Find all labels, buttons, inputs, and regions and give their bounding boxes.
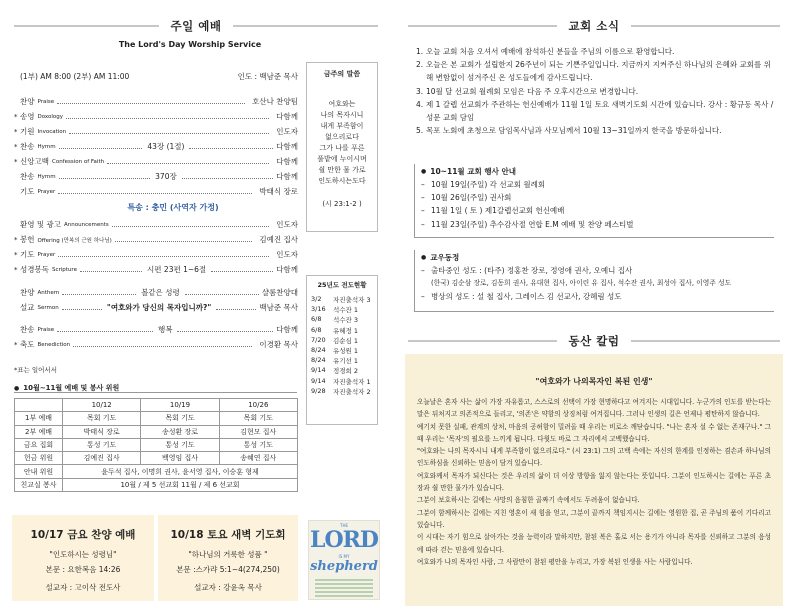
evangelism-row: 3/16 석수잔 1 bbox=[311, 305, 359, 315]
evangelism-row: 6/8 석수잔 3 bbox=[311, 315, 359, 325]
order-item: 찬송 Hymm 370장 다함께 bbox=[20, 172, 299, 181]
member-news-box bbox=[414, 250, 774, 312]
saturday-theme: "하나님의 거룩한 성품 " bbox=[188, 550, 268, 559]
event-item: – 10월 19일(주일) 각 선교회 월례회 bbox=[421, 180, 546, 189]
news-item: 4. 제 1 갈렙 선교회가 주관하는 헌신예배가 11월 1일 토요 새벽기도회 시간에 있습니다. 강사 : 황규동 목사 / 성문 교회 담임 bbox=[416, 99, 774, 123]
evangelism-row: 3/2 자진출석자 3 bbox=[311, 295, 371, 304]
order-item: * 축도 Benediction 이경환 목사 bbox=[14, 340, 298, 349]
preacher-label: 인도 : 백남준 목사 bbox=[237, 72, 298, 81]
order-item: * 기원 Invocation 인도자 bbox=[14, 127, 298, 136]
order-item: * 기도 Prayer 인도자 bbox=[14, 250, 298, 259]
image-text: THE bbox=[340, 523, 348, 528]
evangelism-row: 9/14 자진출석자 1 bbox=[311, 376, 371, 386]
column-header bbox=[408, 333, 780, 349]
saturday-text: 본문 :스가랴 5:1~4(274,250) bbox=[176, 565, 280, 574]
news-item: 3. 10월 달 선교회 월례회 모임은 다음 주 오후시간으로 변경합니다. bbox=[416, 86, 639, 96]
evangelism-row: 7/20 김순심 1 bbox=[311, 335, 359, 345]
duty-heading: ● 10월~11월 예배 및 봉사 위원 bbox=[14, 383, 119, 393]
saturday-prayer-box bbox=[158, 515, 298, 601]
service-times: (1부) AM 8:00 (2부) AM 11:00 bbox=[20, 72, 130, 81]
lord-shepherd-image bbox=[308, 520, 380, 600]
divider bbox=[631, 340, 780, 342]
evangelism-row: 8/24 유기선 1 bbox=[311, 356, 359, 366]
divider bbox=[14, 25, 159, 27]
image-text: shepherd bbox=[310, 559, 378, 574]
image-text: IS MY bbox=[338, 554, 350, 559]
saturday-title: 10/18 토요 새벽 기도회 bbox=[170, 529, 286, 541]
order-item: * 신앙고백 Confession of Faith 다함께 bbox=[14, 157, 298, 166]
table-row: 안내 위원 윤두석 집사, 이명희 권사, 윤서영 집사, 이승훈 형제 bbox=[15, 465, 298, 478]
table-row: 헌금 위원 김예진 집사 백영임 집사 송혜연 집사 bbox=[15, 452, 298, 465]
news-item: 5. 목포 노회에 초청으로 담임목사님과 사모님께서 10월 13~31일까지 한국을 방문하십니다. bbox=[416, 126, 722, 136]
member-news-heading: ● 교우동정 bbox=[421, 252, 460, 262]
order-item: 찬양 Praise 호산나 찬양팀 bbox=[20, 97, 298, 106]
worship-title: 주일 예배 bbox=[170, 19, 222, 33]
divider bbox=[14, 392, 297, 393]
events-heading: ● 10~11월 교회 행사 안내 bbox=[421, 166, 516, 176]
member-news-item: (한국) 김순삼 장로, 김동희 권사, 유대현 집사, 아이린 유 집사, 석수잔 권사, 최성아 집사, 이영주 성도 bbox=[431, 279, 732, 288]
bullet-icon: ● bbox=[14, 384, 20, 392]
weekly-verse-text: 여호와는 나의 목자시니 내게 부족함이 없으리로다 그가 나를 푸른 풀밭에 누이시며 쉴 만한 물 가로 인도하시는도다 bbox=[317, 100, 367, 185]
special-song: 특송 : 충민 (사역자 가정) bbox=[127, 203, 219, 212]
evangelism-title: 25년도 전도현황 bbox=[317, 281, 367, 289]
order-item: * 찬송 Hymm 43장 (1절) 다함께 bbox=[14, 142, 298, 151]
event-item: – 11월 23일(주일) 추수감사절 연합 E.M 예배 및 찬양 페스티벌 bbox=[421, 219, 634, 229]
order-item: 환영 및 광고 Announcements 인도자 bbox=[20, 220, 298, 229]
friday-service-box bbox=[12, 515, 154, 601]
divider bbox=[233, 25, 378, 27]
news-list bbox=[416, 45, 776, 137]
friday-theme: "인도하시는 성령님" bbox=[49, 550, 117, 559]
evangelism-row: 8/24 유성원 1 bbox=[311, 345, 359, 355]
friday-speaker: 설교자 : 고이삭 전도사 bbox=[45, 583, 121, 592]
order-item: * 송영 Doxology 다함께 bbox=[14, 112, 298, 121]
image-text: LORD bbox=[310, 527, 378, 553]
evangelism-row: 9/14 정경희 2 bbox=[311, 366, 359, 376]
column-body: 오늘날은 혼자 사는 삶이 가장 자유롭고, 스스로의 선택이 가장 현명하다고 여겨지는 시대입니다. 누군가의 인도를 받는다는 말은 뒤처지고 의존적으로 들리고, '의존'은 약함의 상징처럼 여겨집니다. 그러나 인생의 길은 언제나 평탄하지 않습니다. 예기치 못한 실패, 관계의 상처, 마음의 공허함이 밀려올 때 우리는 비로소 깨닫습니다. "나는 혼자 설 수 없는 존재구나." 그때 우리는 '목자'의 필요를 느끼게 됩니다. 다윗도 바로 그 자리에서 고백했습니다. "여호와는 나의 목자시니 내게 부족함이 없으리로다." (시 23:1) 그의 고백 속에는 자신의 한계를 인정하는 겸손과 하나님의 인도하심을 신뢰하는 믿음이 담겨 있습니다. 여호와께서 목자가 되신다는 것은 우리의 삶이 더 이상 방향을 잃지 않는다는 뜻입니다. 그분이 인도하시는 길에는 푸른 초장과 쉴 만한 물가가 있습니다. 그분이 보호하시는 길에는 사망의 음침한 골짜기 속에서도 두려움이 없습니다. 그분이 함께하시는 길에는 지친 영혼이 새 힘을 얻고, 그분이 끝까지 책임지시는 길에는 영원한 집, 곧 주님의 품이 기다리고 있습니다. 이 시대는 자기 힘으로 살아가는 것을 능력이라 말하지만, 참된 복은 홀로 서는 용기가 아니라 목자를 신뢰하고 그분의 음성에 따라 걷는 믿음에 있습니다. 여호와가 나의 목자인 사람, 그 사람만이 참된 평안을 누리고, 가장 복된 인생을 사는 사람입니다. bbox=[417, 398, 771, 566]
member-news-item: – 출타중인 성도 : (타주) 정홍찬 장로, 정영애 권사, 오예니 집사 bbox=[421, 266, 633, 275]
order-item: 찬송 Praise 행복 다함께 bbox=[20, 325, 299, 334]
events-box bbox=[414, 164, 774, 238]
friday-title: 10/17 금요 찬양 예배 bbox=[30, 529, 136, 541]
friday-text: 본문 : 요한복음 14:26 bbox=[45, 565, 121, 574]
table-row: 금요 집회 통성 기도 통성 기도 통성 기도 bbox=[15, 438, 298, 451]
order-item: 설교 Sermon "여호와가 당신의 목자입니까?" 백남준 목사 bbox=[20, 303, 298, 312]
bullet-icon: ● bbox=[421, 167, 427, 175]
column-title: 동산 칼럼 bbox=[568, 334, 620, 348]
saturday-speaker: 설교자 : 강윤옥 목사 bbox=[194, 583, 262, 592]
duty-table bbox=[14, 398, 298, 492]
weekly-verse-box bbox=[306, 62, 378, 232]
table-header-row: 10/12 10/19 10/26 bbox=[15, 399, 298, 412]
table-row: 친교실 봉사 10월 / 제 5 선교회 11월 / 제 6 선교회 bbox=[15, 478, 298, 491]
divider bbox=[631, 25, 780, 27]
news-header bbox=[408, 18, 780, 34]
worship-header bbox=[14, 18, 378, 34]
order-item: * 봉헌 Offering (만복의 근원 하나님) 김예진 집사 bbox=[14, 235, 298, 244]
member-news-item: – 병상의 성도 : 설 철 집사, 그레이스 김 선교사, 강혜림 성도 bbox=[421, 292, 622, 302]
event-item: – 10월 26일(주일) 권사회 bbox=[421, 193, 512, 203]
worship-subtitle: The Lord's Day Worship Service bbox=[118, 40, 262, 49]
news-item: 1. 오늘 교회 처음 오셔서 예배에 참석하신 분들을 주님의 이름으로 환영합니다. bbox=[416, 47, 675, 56]
evangelism-row: 6/8 유혜정 1 bbox=[311, 325, 359, 335]
table-row: 1부 예배 목회 기도 목회 기도 목회 기도 bbox=[15, 412, 298, 425]
bullet-icon: ● bbox=[421, 253, 427, 261]
image-illustration bbox=[315, 579, 373, 597]
column-heading: "여호와가 나의목자인 복된 인생" bbox=[535, 377, 653, 386]
column-box bbox=[405, 354, 783, 606]
order-item: 찬양 Anthem 볼같은 성령 샬롬찬양대 bbox=[20, 288, 299, 297]
evangelism-status-box bbox=[306, 275, 378, 425]
order-item: * 성경봉독 Scripture 시편 23편 1~6절 다함께 bbox=[14, 265, 299, 274]
table-row: 2부 예배 박태식 장로 송성환 장로 김현모 집사 bbox=[15, 425, 298, 438]
order-item: 기도 Prayer 박태식 장로 bbox=[20, 187, 298, 196]
news-item: 2. 오늘은 본 교회가 설립한지 26주년이 되는 기쁜주일입니다. 지금까지 지켜주신 하나님의 은혜와 교회를 위해 변함없이 섬겨주신 온 성도들에게 감사드립니다. bbox=[416, 60, 771, 83]
divider bbox=[408, 340, 557, 342]
standing-note: *표는 일어서서 bbox=[14, 366, 57, 374]
weekly-verse-title: 금주의 말씀 bbox=[323, 70, 361, 78]
evangelism-row: 9/28 자진출석자 2 bbox=[311, 386, 371, 396]
weekly-verse-reference: (시 23:1-2 ) bbox=[322, 200, 362, 208]
event-item: – 11월 1일 ( 토 ) 제1갈렙선교회 헌신예배 bbox=[421, 206, 565, 216]
divider bbox=[408, 25, 557, 27]
news-title: 교회 소식 bbox=[568, 19, 620, 33]
